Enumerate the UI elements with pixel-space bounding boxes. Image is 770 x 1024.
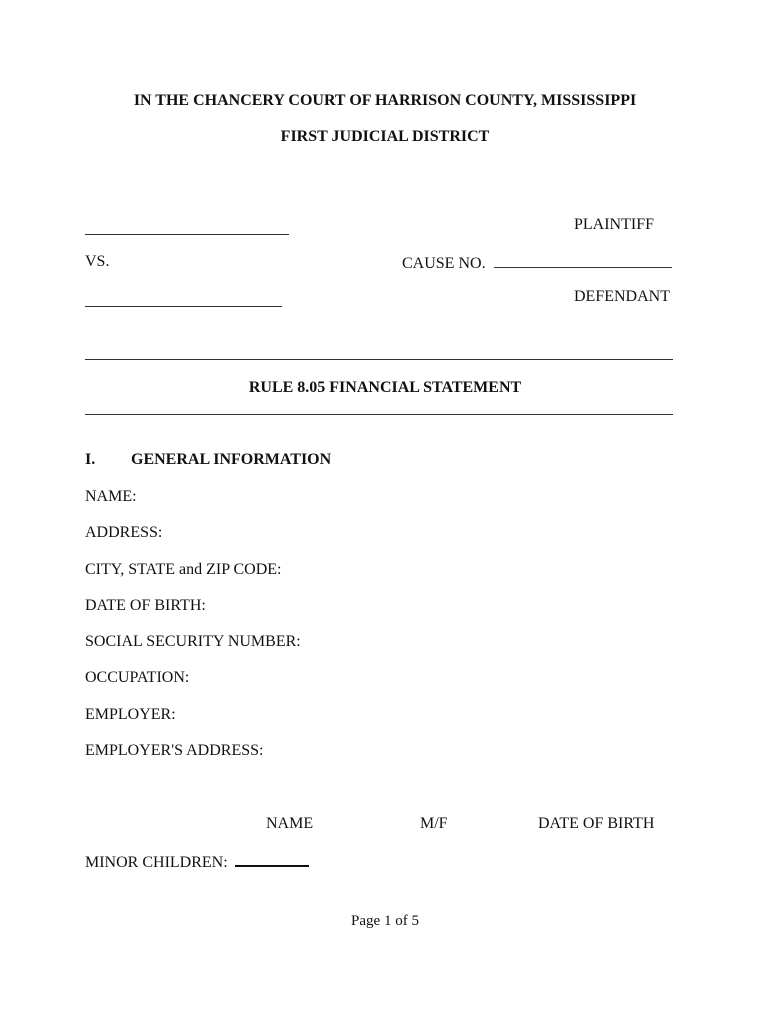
defendant-label: DEFENDANT [574, 288, 670, 305]
cause-number-row [402, 253, 672, 273]
cause-number-blank[interactable] [494, 253, 672, 268]
children-col-sex: M/F [420, 815, 448, 832]
cause-number-label: CAUSE NO. [402, 255, 486, 272]
minor-children-row [85, 851, 309, 872]
plaintiff-label: PLAINTIFF [574, 216, 655, 233]
statement-title: RULE 8.05 FINANCIAL STATEMENT [248, 379, 522, 396]
district-heading: FIRST JUDICIAL DISTRICT [280, 128, 490, 145]
title-rule-bottom [85, 414, 673, 415]
plaintiff-name-blank[interactable] [85, 220, 289, 235]
field-city-state-zip: CITY, STATE and ZIP CODE: [85, 561, 282, 578]
field-date-of-birth: DATE OF BIRTH: [85, 597, 206, 614]
minor-children-label: MINOR CHILDREN: [85, 854, 228, 871]
children-col-dob: DATE OF BIRTH [538, 815, 655, 832]
field-occupation: OCCUPATION: [85, 669, 190, 686]
section-heading: GENERAL INFORMATION [131, 451, 332, 468]
field-name: NAME: [85, 488, 137, 505]
field-address: ADDRESS: [85, 524, 163, 541]
court-heading: IN THE CHANCERY COURT OF HARRISON COUNTY, MISSISSIPPI [133, 92, 637, 109]
section-number: I. [85, 451, 96, 468]
field-employer-address: EMPLOYER'S ADDRESS: [85, 742, 264, 759]
children-col-name: NAME [266, 815, 314, 832]
minor-children-blank[interactable] [235, 851, 309, 867]
vs-label: VS. [85, 253, 110, 270]
field-employer: EMPLOYER: [85, 706, 176, 723]
field-ssn: SOCIAL SECURITY NUMBER: [85, 633, 301, 650]
defendant-name-blank[interactable] [85, 292, 282, 307]
page-number: Page 1 of 5 [351, 913, 419, 929]
title-rule-top [85, 359, 673, 360]
